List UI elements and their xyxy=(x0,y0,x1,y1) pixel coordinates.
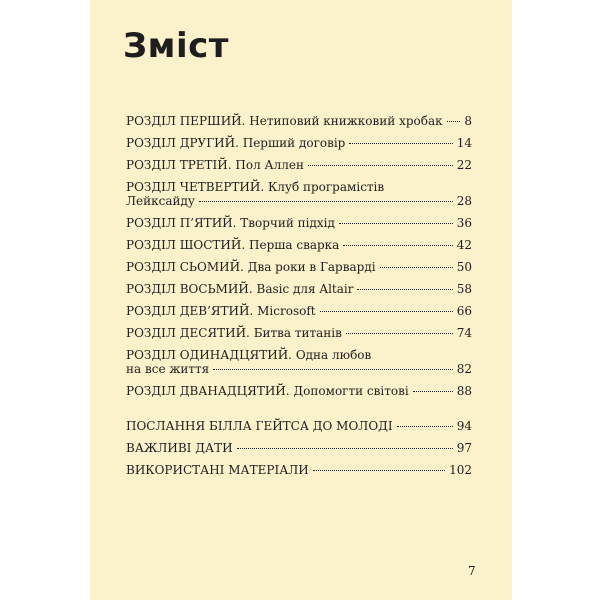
page-ref: 28 xyxy=(456,194,472,208)
chapter-label: РОЗДІЛ ВОСЬМИЙ xyxy=(126,282,249,296)
page-ref: 50 xyxy=(456,260,472,274)
page-ref: 14 xyxy=(456,136,472,150)
dot-leader xyxy=(237,448,453,449)
chapter-name: Перший договір xyxy=(242,136,346,150)
chapter-name: Одна любов xyxy=(295,348,372,362)
chapter-label: РОЗДІЛ ДВАНАДЦЯТИЙ xyxy=(126,384,286,398)
page-number: 7 xyxy=(468,564,476,578)
dot-leader xyxy=(308,165,453,166)
chapter-label: РОЗДІЛ ДРУГИЙ xyxy=(126,136,236,150)
chapter-label: РОЗДІЛ СЬОМИЙ xyxy=(126,260,241,274)
dot-leader xyxy=(213,369,452,370)
page-ref: 97 xyxy=(456,441,472,455)
dot-leader xyxy=(380,267,453,268)
chapter-name: Нетиповий книжковий хробак xyxy=(249,114,443,128)
chapter-name-continued: на все життя xyxy=(126,362,210,376)
chapter-label: РОЗДІЛ П’ЯТИЙ xyxy=(126,216,233,230)
toc-entry: РОЗДІЛ ДЕВ’ЯТИЙ. Microsoft 66 xyxy=(126,304,472,318)
page-ref: 102 xyxy=(449,463,472,477)
dot-leader xyxy=(447,121,461,122)
chapter-name-continued: Лейксайду xyxy=(126,194,195,208)
dot-leader xyxy=(343,245,452,246)
chapter-name: Два роки в Гарварді xyxy=(247,260,376,274)
extra-label: ВАЖЛИВІ ДАТИ xyxy=(126,441,233,455)
dot-leader xyxy=(357,289,452,290)
toc-entry: РОЗДІЛ П’ЯТИЙ. Творчий підхід 36 xyxy=(126,216,472,230)
dot-leader xyxy=(349,143,452,144)
extra-label: ПОСЛАННЯ БІЛЛА ГЕЙТСА ДО МОЛОДІ xyxy=(126,419,393,433)
chapter-name: Basic для Altair xyxy=(256,282,354,296)
page-ref: 82 xyxy=(456,362,472,376)
chapter-label: РОЗДІЛ ДЕВ’ЯТИЙ xyxy=(126,304,250,318)
page-ref: 42 xyxy=(456,238,472,252)
toc-extra-entry xyxy=(126,441,472,455)
page-ref: 94 xyxy=(456,419,472,433)
dot-leader xyxy=(313,470,445,471)
chapter-name: Microsoft xyxy=(257,304,316,318)
extra-label: ВИКОРИСТАНІ МАТЕРІАЛИ xyxy=(126,463,309,477)
chapter-label: РОЗДІЛ ТРЕТІЙ xyxy=(126,158,228,172)
chapter-label: РОЗДІЛ ПЕРШИЙ xyxy=(126,114,242,128)
toc-entry: РОЗДІЛ ШОСТИЙ. Перша сварка 42 xyxy=(126,238,472,252)
page-ref: 58 xyxy=(456,282,472,296)
toc-entry: РОЗДІЛ ТРЕТІЙ. Пол Аллен 22 xyxy=(126,158,472,172)
toc-entry: РОЗДІЛ ОДИНАДЦЯТИЙ. Одна любов на все життя 82 xyxy=(126,348,472,376)
dot-leader xyxy=(320,311,453,312)
chapter-label: РОЗДІЛ ЧЕТВЕРТИЙ xyxy=(126,180,261,194)
toc-entry: РОЗДІЛ ПЕРШИЙ. Нетиповий книжковий хробак 8 xyxy=(126,114,472,128)
chapter-label: РОЗДІЛ ШОСТИЙ xyxy=(126,238,242,252)
chapter-label: РОЗДІЛ ДЕСЯТИЙ xyxy=(126,326,247,340)
chapter-label: РОЗДІЛ ОДИНАДЦЯТИЙ xyxy=(126,348,289,362)
page-ref: 88 xyxy=(456,384,472,398)
toc-entry: РОЗДІЛ ЧЕТВЕРТИЙ. Клуб програмістів Лейксайду 28 xyxy=(126,180,472,208)
toc-entry: РОЗДІЛ ВОСЬМИЙ. Basic для Altair 58 xyxy=(126,282,472,296)
chapter-name: Допомогти світові xyxy=(293,384,409,398)
page-ref: 36 xyxy=(456,216,472,230)
toc-entry: РОЗДІЛ СЬОМИЙ. Два роки в Гарварді 50 xyxy=(126,260,472,274)
toc-entry: РОЗДІЛ ДВАНАДЦЯТИЙ. Допомогти світові 88 xyxy=(126,384,472,398)
toc-entry: РОЗДІЛ ДЕСЯТИЙ. Битва титанів 74 xyxy=(126,326,472,340)
page-ref: 22 xyxy=(456,158,472,172)
chapter-name: Пол Аллен xyxy=(235,158,304,172)
book-page xyxy=(90,0,512,600)
toc-entry: РОЗДІЛ ДРУГИЙ. Перший договір 14 xyxy=(126,136,472,150)
page-ref: 74 xyxy=(456,326,472,340)
page-ref: 66 xyxy=(456,304,472,318)
chapter-name: Битва титанів xyxy=(253,326,342,340)
chapter-name: Клуб програмістів xyxy=(267,180,385,194)
toc-extra-entry xyxy=(126,463,472,477)
dot-leader xyxy=(397,426,453,427)
toc-extra-entry xyxy=(126,419,472,433)
page-ref: 8 xyxy=(464,114,472,128)
dot-leader xyxy=(199,201,453,202)
dot-leader xyxy=(339,223,453,224)
chapter-name: Творчий підхід xyxy=(240,216,335,230)
dot-leader xyxy=(413,391,453,392)
page-title: Зміст xyxy=(123,26,229,66)
dot-leader xyxy=(346,333,453,334)
table-of-contents xyxy=(126,114,472,485)
chapter-name: Перша сварка xyxy=(249,238,340,252)
